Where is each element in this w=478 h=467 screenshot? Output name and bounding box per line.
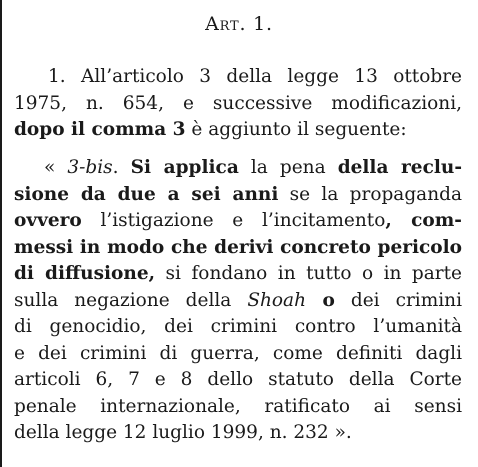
paragraph-1-line-1 — [14, 64, 462, 91]
text-run: è aggiunto il seguente: — [185, 119, 407, 140]
bold-run: sione da due a sei anni — [14, 183, 279, 205]
paragraph-2-line-5 — [14, 261, 462, 288]
paragraph-1-line-2 — [14, 91, 462, 118]
paragraph-1-line-3 — [14, 117, 462, 144]
bold-run: dopo il comma 3 — [14, 119, 186, 140]
text-run: « — [44, 157, 68, 178]
paragraph-1 — [14, 64, 462, 144]
bold-run: , com- — [385, 210, 462, 231]
paragraph-2-line-9: articoli 6, 7 e 8 dello statuto della Corte — [14, 369, 462, 390]
paragraph-2-line-4 — [14, 235, 462, 262]
bold-run: o — [305, 289, 335, 311]
article-heading: Art. 1. — [205, 13, 273, 35]
bold-run: Si applica — [130, 157, 239, 178]
italic-run: Shoah — [247, 289, 306, 311]
text-run: sulla negazione della — [14, 289, 248, 311]
text-run: 1. All’articolo 3 della legge 13 ottobre — [48, 66, 462, 87]
text-run: dei crimini — [334, 289, 463, 311]
bold-run: messi in modo che derivi concreto pericolo — [14, 236, 462, 258]
text-run: l’istigazione e l’incitamento — [81, 210, 386, 231]
paragraph-2-line-6 — [14, 288, 462, 315]
paragraph-2-line-11: della legge 12 luglio 1999, n. 232 ». — [14, 422, 352, 443]
italic-run: 3-bis — [67, 157, 113, 178]
paragraph-2-line-10: penale internazionale, ratificato ai sensi — [14, 395, 462, 417]
text-run: . — [112, 157, 131, 178]
paragraph-2-line-3 — [14, 208, 462, 235]
text-run: 1975, n. 654, e successive modificazioni, — [14, 92, 462, 114]
bold-run: di diffusione, — [14, 263, 156, 284]
text-run: si fondano in tutto o in parte — [155, 263, 462, 284]
left-margin-rule — [0, 0, 2, 467]
paragraph-2-line-8: e dei crimini di guerra, come definiti dagli — [14, 342, 462, 364]
bold-run: della reclu- — [337, 157, 462, 178]
text-run: la pena — [238, 157, 338, 178]
paragraph-2-line-1 — [14, 155, 462, 182]
paragraph-2-line-2 — [14, 182, 462, 209]
bold-run: ovvero — [14, 210, 82, 231]
paragraph-2-line-7: di genocidio, dei crimini contro l’umanità — [14, 316, 462, 337]
paragraph-2 — [14, 155, 462, 447]
text-run: se la propaganda — [278, 183, 462, 205]
